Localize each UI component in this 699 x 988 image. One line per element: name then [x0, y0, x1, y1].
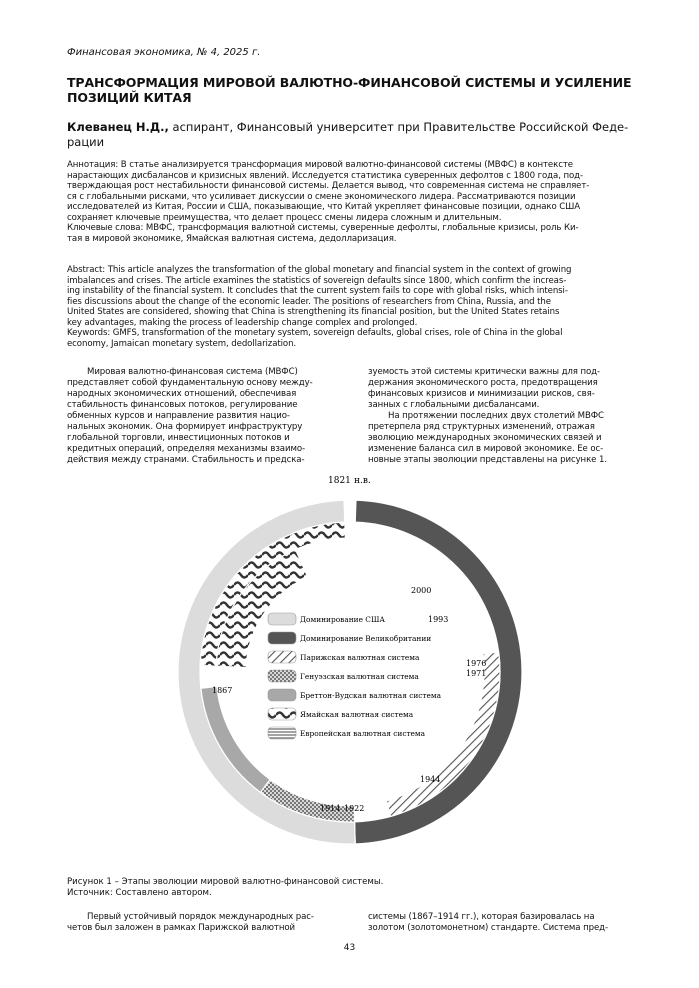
- body-line: Мировая валютно-финансовая система (МВФС): [87, 367, 298, 377]
- legend-label: Парижская валютная система: [300, 653, 420, 662]
- page-number: 43: [343, 943, 356, 953]
- author-block: [67, 120, 637, 150]
- label-1821: 1821: [328, 476, 351, 486]
- abstract-en-line: imbalances and crises. The article examines the statistics of sovereign defaults since 1800, which confirm the increas-: [67, 275, 567, 286]
- caption-title: Рисунок 1 – Этапы эволюции мировой валютно-финансовой системы.: [67, 877, 384, 887]
- legend-label: Ямайская валютная система: [300, 710, 414, 719]
- caption-source: Источник: Составлено автором.: [67, 888, 212, 898]
- body-line: финансовых кризисов и минимизации рисков, свя-: [368, 389, 595, 399]
- figure-1: [150, 470, 570, 870]
- abstract-ru-line: Ключевые слова: МВФС, трансформация валютной системы, суверенные дефолты, глобальные кризисы, роль Ки-: [67, 223, 579, 233]
- label-2000: 2000: [411, 586, 432, 595]
- abstract-ru-line: ся с глобальными рисками, что усиливает дискуссии о смене экономического лидера. Рассматриваются позиции: [67, 191, 576, 202]
- legend-label: Европейская валютная система: [300, 729, 426, 738]
- legend-label: Бреттон-Вудская валютная система: [300, 691, 442, 700]
- body-line: стабильность финансовых потоков, регулирование: [67, 400, 298, 410]
- author-affiliation: аспирант, Финансовый университет при Правительстве Российской Феде-: [168, 120, 629, 134]
- label-1944: 1944: [420, 775, 441, 784]
- figure-legend: [268, 613, 442, 739]
- legend-swatch: [268, 727, 296, 739]
- label-1971: 1971: [466, 669, 487, 678]
- legend-label: Доминирование Великобритании: [300, 634, 432, 643]
- legend-label: Доминирование США: [300, 615, 385, 624]
- legend-swatch: [268, 689, 296, 701]
- body-column-right-bottom: [368, 912, 636, 934]
- body-column-left-bottom: [67, 912, 335, 934]
- author-name: Клеванец Н.Д.,: [67, 120, 169, 134]
- journal-header: Финансовая экономика, № 4, 2025 г.: [67, 47, 261, 58]
- title-line: ПОЗИЦИЙ КИТАЯ: [67, 90, 192, 105]
- abstract-en-line: economy, Jamaican monetary system, dedollarization.: [67, 338, 297, 349]
- body-line: нальных экономик. Она формирует инфраструктуру: [67, 422, 303, 432]
- body-line: обменных курсов и направление развития нацио-: [67, 411, 290, 421]
- abstract-ru-line: тая в мировой экономике, Ямайская валютная система, дедолларизация.: [67, 233, 397, 244]
- abstract-en-line: ing instability of the financial system. It concludes that the current system fails to cope with global risks, which intensi-: [67, 286, 568, 296]
- legend-swatch: [268, 632, 296, 644]
- body-line: четов был заложен в рамках Парижской валютной: [67, 923, 296, 933]
- author-affiliation-cont: рации: [67, 135, 105, 149]
- title-line: ТРАНСФОРМАЦИЯ МИРОВОЙ ВАЛЮТНО-ФИНАНСОВОЙ СИСТЕМЫ И УСИЛЕНИЕ: [67, 75, 632, 90]
- body-line: На протяжении последних двух столетий МВФС: [388, 411, 604, 421]
- abstract-en-line: Abstract: This article analyzes the transformation of the global monetary and financial system in the context of growing: [67, 265, 572, 275]
- ring-labels: [212, 476, 486, 813]
- body-line: претерпела ряд структурных изменений, отражая: [368, 422, 595, 432]
- legend-swatch: [268, 651, 296, 663]
- abstract-en-line: fies discussions about the change of the economic leader. The positions of researchers from China, Russia, and the: [67, 296, 551, 307]
- body-line: изменение баланса сил в мировой экономике. Ее ос-: [368, 444, 604, 454]
- body-line: новные этапы эволюции представлены на рисунке 1.: [368, 455, 607, 465]
- label-1867: 1867: [212, 686, 233, 695]
- article-title: [67, 75, 637, 105]
- figure-ring-diagram: [150, 470, 570, 870]
- label-1976: 1976: [466, 659, 487, 668]
- body-line: Первый устойчивый порядок международных рас-: [87, 912, 314, 922]
- abstract-ru-line: исследователей из Китая, России и США, показывающие, что Китай укрепляет финансовые позиции, однако США: [67, 202, 581, 212]
- abstract-en: [67, 265, 636, 349]
- abstract-en-line: Keywords: GMFS, transformation of the monetary system, sovereign defaults, global crises, role of China in the global: [67, 328, 563, 338]
- abstract-ru: [67, 160, 636, 244]
- figure-caption: [67, 877, 383, 899]
- abstract-en-line: United States are considered, showing that China is strengthening its financial position, but the United States retains: [67, 307, 560, 317]
- body-line: глобальной торговли, инвестиционных потоков и: [67, 433, 290, 443]
- legend-swatch: [268, 708, 296, 720]
- abstract-ru-line: тверждающая рост нестабильности финансовой системы. Делается вывод, что современная система не справляет-: [67, 181, 590, 191]
- body-line: системы (1867–1914 гг.), которая базировалась на: [368, 912, 595, 922]
- body-line: держания экономического роста, предотвращения: [368, 378, 598, 388]
- legend-swatch: [268, 613, 296, 625]
- abstract-en-line: key advantages, making the process of leadership change complex and prolonged.: [67, 317, 418, 328]
- body-column-left: [67, 367, 335, 466]
- legend-swatch: [268, 670, 296, 682]
- body-line: золотом (золотомонетном) стандарте. Система пред-: [368, 923, 608, 933]
- legend-label: Генуэзская валютная система: [300, 672, 419, 681]
- abstract-ru-line: Аннотация: В статье анализируется трансформация мировой валютно-финансовой системы (МВФС) в контексте: [67, 160, 573, 170]
- label-1922: 1922: [344, 804, 365, 813]
- body-column-right: [368, 367, 636, 466]
- body-line: кредитных операций, определяя механизмы взаимо-: [67, 444, 305, 454]
- abstract-ru-line: сохраняет ключевые преимущества, что делает процесс смены лидера сложным и длительным.: [67, 212, 502, 223]
- body-line: действия между странами. Стабильность и предска-: [67, 455, 305, 465]
- label-1914: 1914: [320, 804, 341, 813]
- label-nv: н.в.: [354, 476, 371, 486]
- abstract-ru-line: нарастающих дисбалансов и кризисных явлений. Исследуется статистика суверенных дефолтов с 1800 года, под-: [67, 170, 583, 181]
- body-line: занных с глобальными дисбалансами.: [368, 400, 540, 410]
- body-line: представляет собой фундаментальную основу между-: [67, 378, 313, 388]
- label-1993: 1993: [428, 615, 449, 624]
- body-line: эволюцию международных экономических связей и: [368, 433, 602, 443]
- body-line: народных экономических отношений, обеспечивая: [67, 389, 297, 399]
- body-line: зуемость этой системы критически важны для под-: [368, 367, 601, 377]
